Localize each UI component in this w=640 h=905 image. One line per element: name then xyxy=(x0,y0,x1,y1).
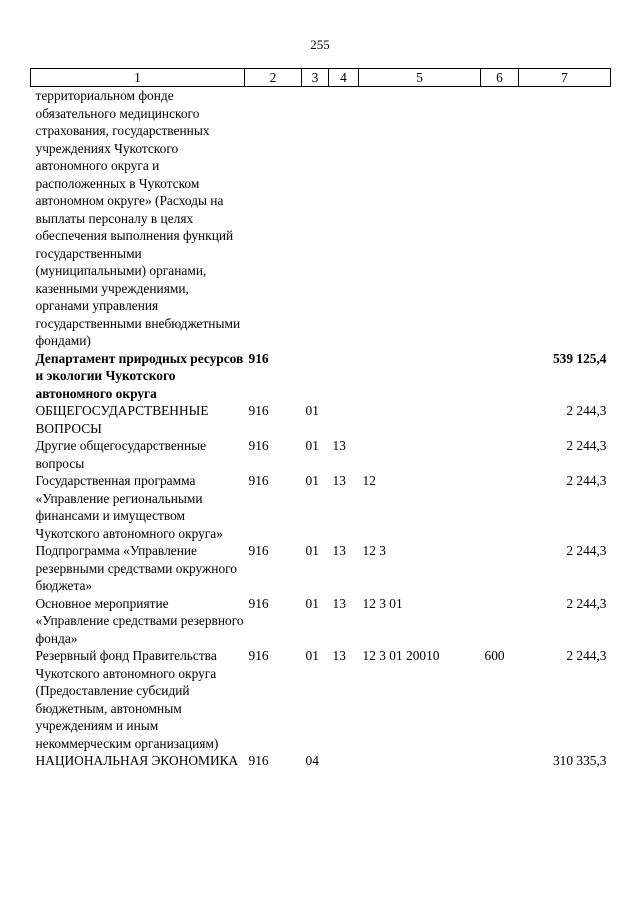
row-gr: 916 xyxy=(248,403,269,418)
column-header: 3 xyxy=(302,69,329,87)
row-rz: 01 xyxy=(305,648,319,663)
row-csr: 12 3 01 xyxy=(362,595,403,611)
table-row xyxy=(31,595,611,648)
row-name: Резервный фонд Правительства Чукотского автономного округа (Предоставление субсидий бюджетным, автономным учреждениям и иным некоммерческим организациям) xyxy=(35,648,219,751)
row-vr xyxy=(481,752,519,770)
column-header: 4 xyxy=(329,69,359,87)
table-row xyxy=(31,87,611,350)
row-pr: 13 xyxy=(332,473,346,488)
column-header: 6 xyxy=(481,69,519,87)
row-gr xyxy=(245,87,302,350)
row-csr xyxy=(359,752,481,770)
row-name: ОБЩЕГОСУДАРСТВЕННЫЕ ВОПРОСЫ xyxy=(35,403,209,436)
row-gr: 916 xyxy=(248,648,269,663)
table-row xyxy=(31,647,611,752)
row-csr xyxy=(359,402,481,437)
row-sum xyxy=(519,87,611,350)
table-row xyxy=(31,472,611,542)
row-rz xyxy=(302,350,329,403)
row-sum: 310 335,3 xyxy=(552,753,607,768)
row-vr xyxy=(481,472,519,542)
row-vr xyxy=(481,350,519,403)
row-csr: 12 3 xyxy=(362,543,386,558)
row-csr xyxy=(359,87,481,350)
row-vr xyxy=(481,542,519,595)
row-name: Основное мероприятие «Управление средствами резервного фонда» xyxy=(35,595,244,646)
row-rz: 01 xyxy=(305,595,319,611)
row-rz: 01 xyxy=(305,473,319,488)
row-rz: 04 xyxy=(305,753,319,768)
row-rz: 01 xyxy=(305,543,319,558)
row-csr: 12 3 01 20010 xyxy=(362,648,440,663)
row-pr xyxy=(329,402,359,437)
row-vr xyxy=(481,595,519,648)
row-sum: 2 244,3 xyxy=(566,473,607,488)
row-gr: 916 xyxy=(248,473,269,488)
row-sum: 2 244,3 xyxy=(566,595,607,611)
row-gr: 916 xyxy=(248,350,269,366)
row-pr: 13 xyxy=(332,648,346,663)
row-pr: 13 xyxy=(332,438,346,453)
row-rz xyxy=(302,87,329,350)
row-name: территориальном фонде обязательного медицинского страхования, государственных учреждениях Чукотского автономного округа и расположенных в Чукотском автономном округе» (Расходы на выплаты персоналу в целях обеспечения выполнения функций государственными (муниципальными) органами, казенными учреждениями, органами управления государственными внебюджетными фондами) xyxy=(35,88,241,348)
row-rz: 01 xyxy=(305,438,319,453)
table-row xyxy=(31,350,611,403)
row-name: Департамент природных ресурсов и экологии Чукотского автономного округа xyxy=(35,350,244,401)
row-pr: 13 xyxy=(332,595,346,611)
budget-table xyxy=(30,68,611,770)
row-name: Государственная программа «Управление региональными финансами и имуществом Чукотского автономного округа» xyxy=(35,473,223,541)
row-sum: 539 125,4 xyxy=(552,350,607,366)
table-row xyxy=(31,752,611,770)
row-pr xyxy=(329,752,359,770)
row-csr xyxy=(359,437,481,472)
column-header: 7 xyxy=(519,69,611,87)
row-vr xyxy=(481,87,519,350)
table-row xyxy=(31,437,611,472)
row-name: Подпрограмма «Управление резервными средствами окружного бюджета» xyxy=(35,543,237,593)
row-gr: 916 xyxy=(248,753,269,768)
row-sum: 2 244,3 xyxy=(566,648,607,663)
row-vr xyxy=(481,437,519,472)
row-sum: 2 244,3 xyxy=(566,543,607,558)
row-vr xyxy=(481,402,519,437)
row-name: НАЦИОНАЛЬНАЯ ЭКОНОМИКА xyxy=(35,753,239,768)
row-csr xyxy=(359,350,481,403)
column-header: 2 xyxy=(245,69,302,87)
row-sum: 2 244,3 xyxy=(566,438,607,453)
row-pr: 13 xyxy=(332,543,346,558)
column-header: 5 xyxy=(359,69,481,87)
column-number-row xyxy=(31,69,611,87)
table-row xyxy=(31,402,611,437)
row-gr: 916 xyxy=(248,543,269,558)
row-pr xyxy=(329,350,359,403)
row-pr xyxy=(329,87,359,350)
row-sum: 2 244,3 xyxy=(566,403,607,418)
row-gr: 916 xyxy=(248,438,269,453)
row-name: Другие общегосударственные вопросы xyxy=(35,438,207,471)
row-gr: 916 xyxy=(248,595,269,611)
row-csr: 12 xyxy=(362,473,376,488)
column-header: 1 xyxy=(31,69,245,87)
row-rz: 01 xyxy=(305,403,319,418)
table-row xyxy=(31,542,611,595)
page-number: 255 xyxy=(310,37,330,52)
row-vr: 600 xyxy=(484,648,505,663)
